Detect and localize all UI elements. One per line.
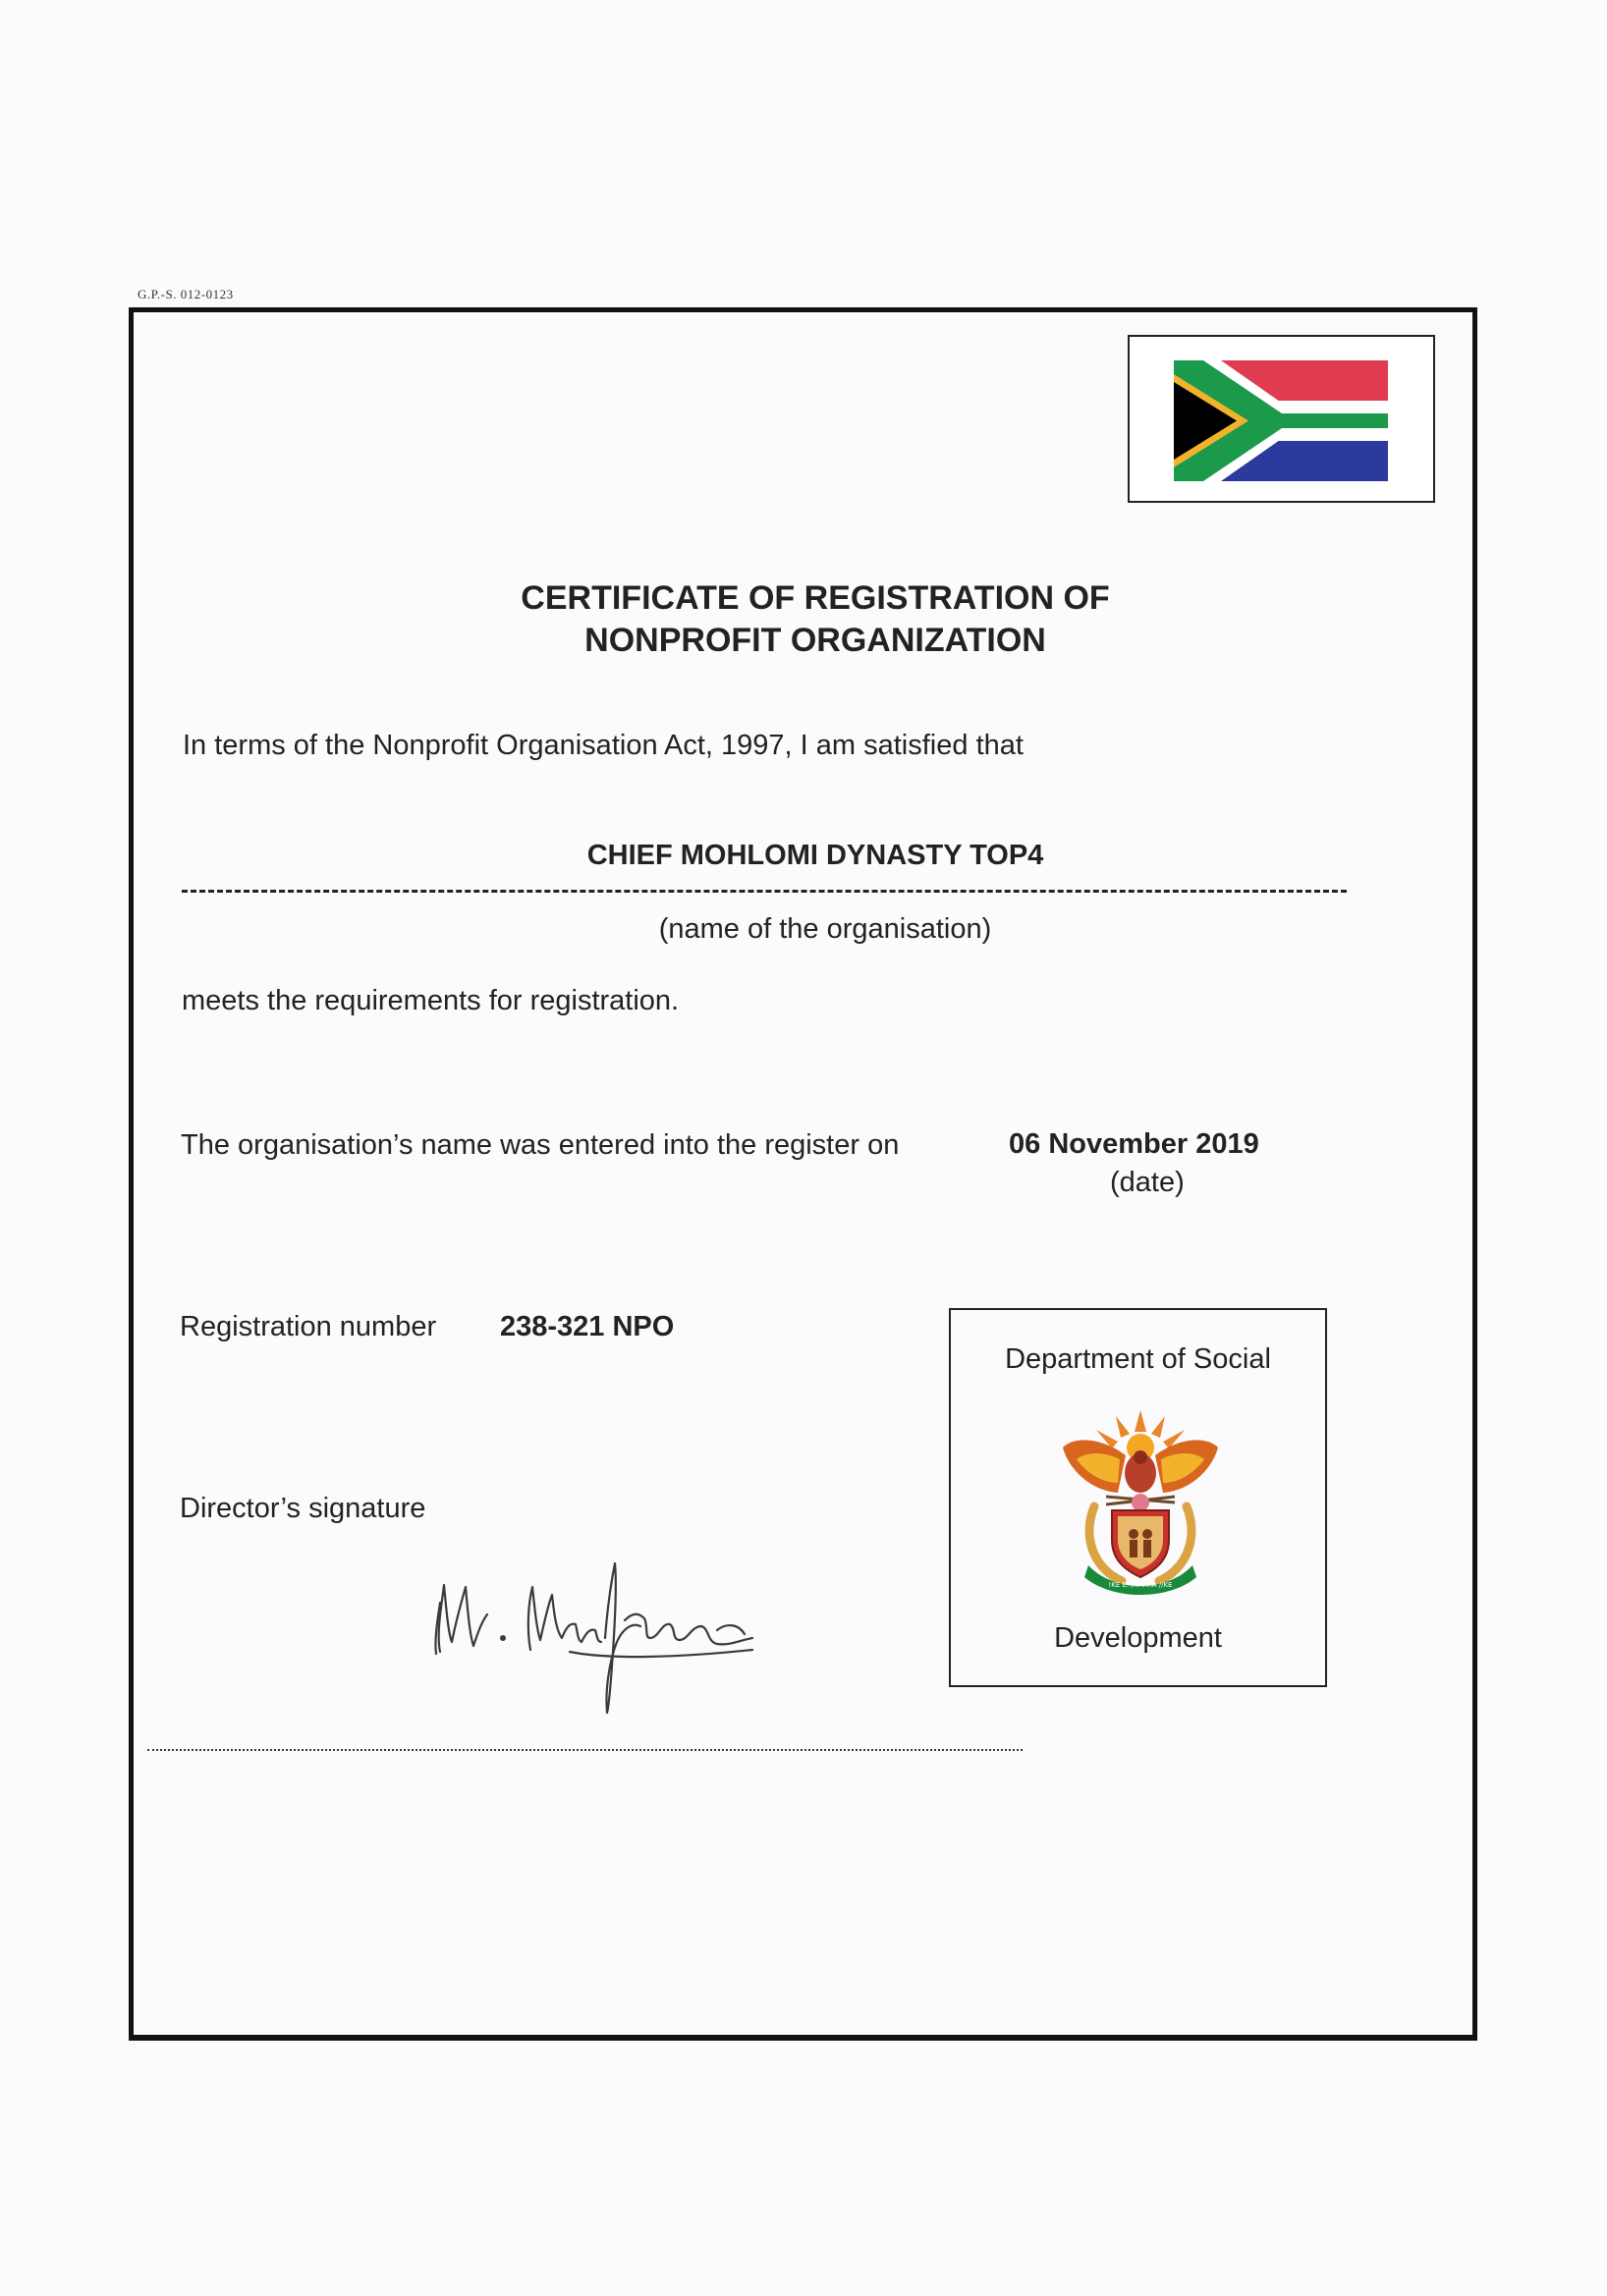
certificate-frame [129,307,1477,2041]
signature-label: Director’s signature [180,1493,426,1524]
certificate-title [324,577,1306,662]
register-date: 06 November 2019 [1009,1128,1259,1160]
form-code: G.P.-S. 012-0123 [138,287,234,301]
motto-text: !KE E: /XARRA //KE [1108,1581,1173,1589]
requirements-text: meets the requirements for registration. [182,985,680,1016]
intro-text: In terms of the Nonprofit Organisation Act, 1997, I am satisfied that [183,730,1024,761]
director-signature [422,1544,776,1721]
title-line-1: CERTIFICATE OF REGISTRATION OF [521,579,1110,617]
registration-number: 238-321 NPO [500,1311,675,1342]
south-africa-coat-of-arms-icon [1055,1408,1226,1597]
registration-label: Registration number [180,1311,437,1342]
organisation-name: CHIEF MOHLOMI DYNASTY TOP4 [586,840,1044,871]
south-african-flag-icon [1174,360,1388,481]
department-box [949,1308,1327,1687]
organisation-name-line [182,890,1347,893]
date-caption: (date) [1110,1167,1185,1198]
title-line-2: NONPROFIT ORGANIZATION [584,622,1046,659]
signature-line [147,1749,1023,1751]
organisation-caption: (name of the organisation) [658,913,992,945]
department-line-2: Development [1054,1622,1222,1654]
flag-box [1128,335,1435,503]
department-line-1: Department of Social [1005,1343,1271,1375]
register-text: The organisation’s name was entered into the register on [181,1129,900,1161]
